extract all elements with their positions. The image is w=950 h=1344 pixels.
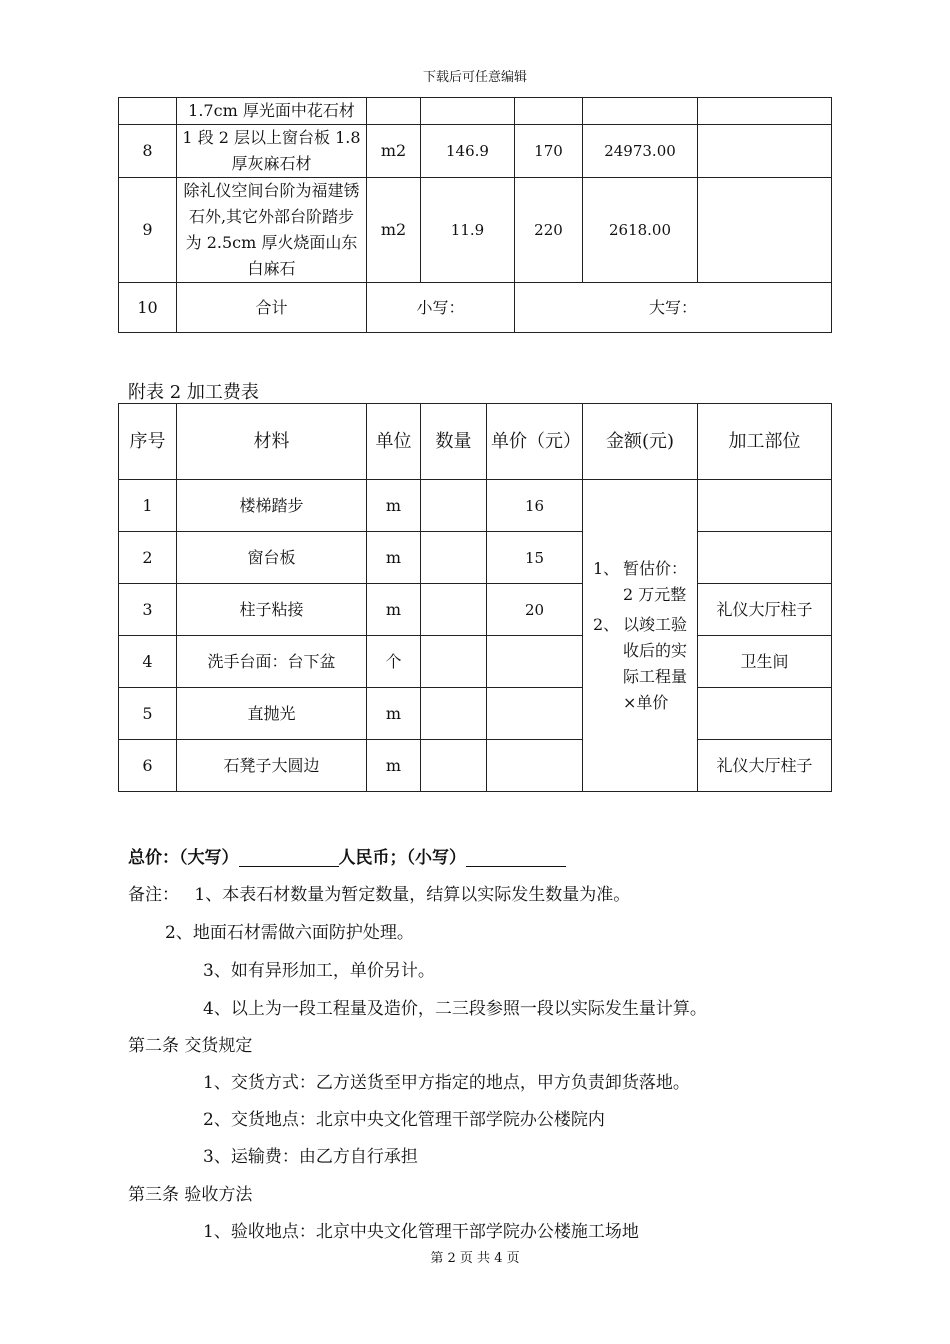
row-number: 2 xyxy=(119,532,177,584)
total-row xyxy=(119,283,832,333)
table-row xyxy=(119,584,832,636)
unit-cell: m xyxy=(367,584,421,636)
row-number: 4 xyxy=(119,636,177,688)
row-number: 6 xyxy=(119,740,177,792)
header-no: 序号 xyxy=(119,404,177,480)
lowercase-amount-label: 小写： xyxy=(367,283,515,333)
unit-cell: m xyxy=(367,688,421,740)
material-cell: 洗手台面：台下盆 xyxy=(177,636,367,688)
row-number xyxy=(119,98,177,125)
note-number: 2、 xyxy=(593,614,620,634)
price-cell xyxy=(487,740,583,792)
table-row xyxy=(119,532,832,584)
total-rmb-label: 人民币；（小写） xyxy=(338,848,466,868)
row-number: 8 xyxy=(119,125,177,178)
quantity-cell: 146.9 xyxy=(421,125,515,178)
note-cell xyxy=(698,178,832,283)
unit-cell: m2 xyxy=(367,125,421,178)
note-text: 以竣工验收后的实际工程量×单价 xyxy=(623,614,688,712)
row-number: 1 xyxy=(119,480,177,532)
note-number: 1、 xyxy=(593,558,620,578)
header-row xyxy=(119,404,832,480)
table-row xyxy=(119,636,832,688)
row-number: 3 xyxy=(119,584,177,636)
material-cell: 直抛光 xyxy=(177,688,367,740)
uppercase-blank xyxy=(239,848,339,867)
header-material: 材料 xyxy=(177,404,367,480)
unit-cell: m xyxy=(367,480,421,532)
header-amount: 金额(元) xyxy=(583,404,698,480)
price-cell: 15 xyxy=(487,532,583,584)
price-cell xyxy=(487,688,583,740)
note-cell xyxy=(698,125,832,178)
header-part: 加工部位 xyxy=(698,404,832,480)
row-number: 5 xyxy=(119,688,177,740)
table-row xyxy=(119,98,832,125)
note-cell xyxy=(698,98,832,125)
unit-cell: m2 xyxy=(367,178,421,283)
page-footer: 第 2 页 共 4 页 xyxy=(430,1251,520,1266)
amount-note-cell xyxy=(583,480,698,792)
material-cell: 柱子粘接 xyxy=(177,584,367,636)
row-number: 10 xyxy=(119,283,177,333)
uppercase-amount-label: 大写： xyxy=(515,283,832,333)
table-row xyxy=(119,740,832,792)
total-price-line xyxy=(128,843,566,868)
price-cell xyxy=(487,636,583,688)
price-cell: 20 xyxy=(487,584,583,636)
table-row xyxy=(119,125,832,178)
part-cell: 礼仪大厅柱子 xyxy=(698,584,832,636)
part-cell: 卫生间 xyxy=(698,636,832,688)
quantity-cell xyxy=(421,636,487,688)
article-3-item-1: 1、验收地点：北京中央文化管理干部学院办公楼施工场地 xyxy=(203,1222,639,1242)
remark-line-4: 4、以上为一段工程量及造价，二三段参照一段以实际发生量计算。 xyxy=(203,999,707,1019)
part-cell xyxy=(698,480,832,532)
note-text: 暂估价：2 万元整 xyxy=(623,558,688,604)
article-3-title: 第三条 验收方法 xyxy=(128,1185,253,1205)
material-cell: 楼梯踏步 xyxy=(177,480,367,532)
header-quantity: 数量 xyxy=(421,404,487,480)
price-cell: 220 xyxy=(515,178,583,283)
article-2-item-3: 3、运输费：由乙方自行承担 xyxy=(203,1147,418,1167)
quantity-cell xyxy=(421,740,487,792)
total-uppercase-label: 总价：（大写） xyxy=(128,848,239,868)
remark-line-1 xyxy=(128,880,630,905)
header-unit: 单位 xyxy=(367,404,421,480)
processing-fee-table xyxy=(118,403,832,792)
material-cell: 1.7cm 厚光面中花石材 xyxy=(177,98,367,125)
part-cell: 礼仪大厅柱子 xyxy=(698,740,832,792)
amount-cell: 24973.00 xyxy=(583,125,698,178)
article-2-item-2: 2、交货地点：北京中央文化管理干部学院办公楼院内 xyxy=(203,1110,605,1130)
lowercase-blank xyxy=(466,848,566,867)
quantity-cell xyxy=(421,688,487,740)
remark-text: 1、本表石材数量为暂定数量，结算以实际发生数量为准。 xyxy=(194,885,631,905)
quantity-cell xyxy=(421,480,487,532)
material-cell: 1 段 2 层以上窗台板 1.8 厚灰麻石材 xyxy=(177,125,367,178)
price-cell: 16 xyxy=(487,480,583,532)
unit-cell: 个 xyxy=(367,636,421,688)
price-cell xyxy=(515,98,583,125)
total-label: 合计 xyxy=(177,283,367,333)
amount-cell: 2618.00 xyxy=(583,178,698,283)
article-2-title: 第二条 交货规定 xyxy=(128,1036,253,1056)
material-cell: 除礼仪空间台阶为福建锈石外,其它外部台阶踏步为 2.5cm 厚火烧面山东白麻石 xyxy=(177,178,367,283)
amount-cell xyxy=(583,98,698,125)
quantity-cell xyxy=(421,584,487,636)
remark-line-2: 2、地面石材需做六面防护处理。 xyxy=(165,923,414,943)
material-cell: 石凳子大圆边 xyxy=(177,740,367,792)
stone-material-table-continued xyxy=(118,97,832,333)
unit-cell: m xyxy=(367,532,421,584)
quantity-cell xyxy=(421,98,515,125)
quantity-cell xyxy=(421,532,487,584)
remark-line-3: 3、如有异形加工，单价另计。 xyxy=(203,961,435,981)
quantity-cell: 11.9 xyxy=(421,178,515,283)
table-row xyxy=(119,480,832,532)
row-number: 9 xyxy=(119,178,177,283)
unit-cell xyxy=(367,98,421,125)
remark-label: 备注： xyxy=(128,885,179,905)
table-row xyxy=(119,688,832,740)
page-header: 下载后可任意编辑 xyxy=(422,70,527,85)
unit-cell: m xyxy=(367,740,421,792)
table-row xyxy=(119,178,832,283)
part-cell xyxy=(698,688,832,740)
part-cell xyxy=(698,532,832,584)
processing-fee-table-title: 附表 2 加工费表 xyxy=(128,382,259,403)
article-2-item-1: 1、交货方式：乙方送货至甲方指定的地点，甲方负责卸货落地。 xyxy=(203,1073,690,1093)
material-cell: 窗台板 xyxy=(177,532,367,584)
header-price: 单价（元） xyxy=(487,404,583,480)
price-cell: 170 xyxy=(515,125,583,178)
